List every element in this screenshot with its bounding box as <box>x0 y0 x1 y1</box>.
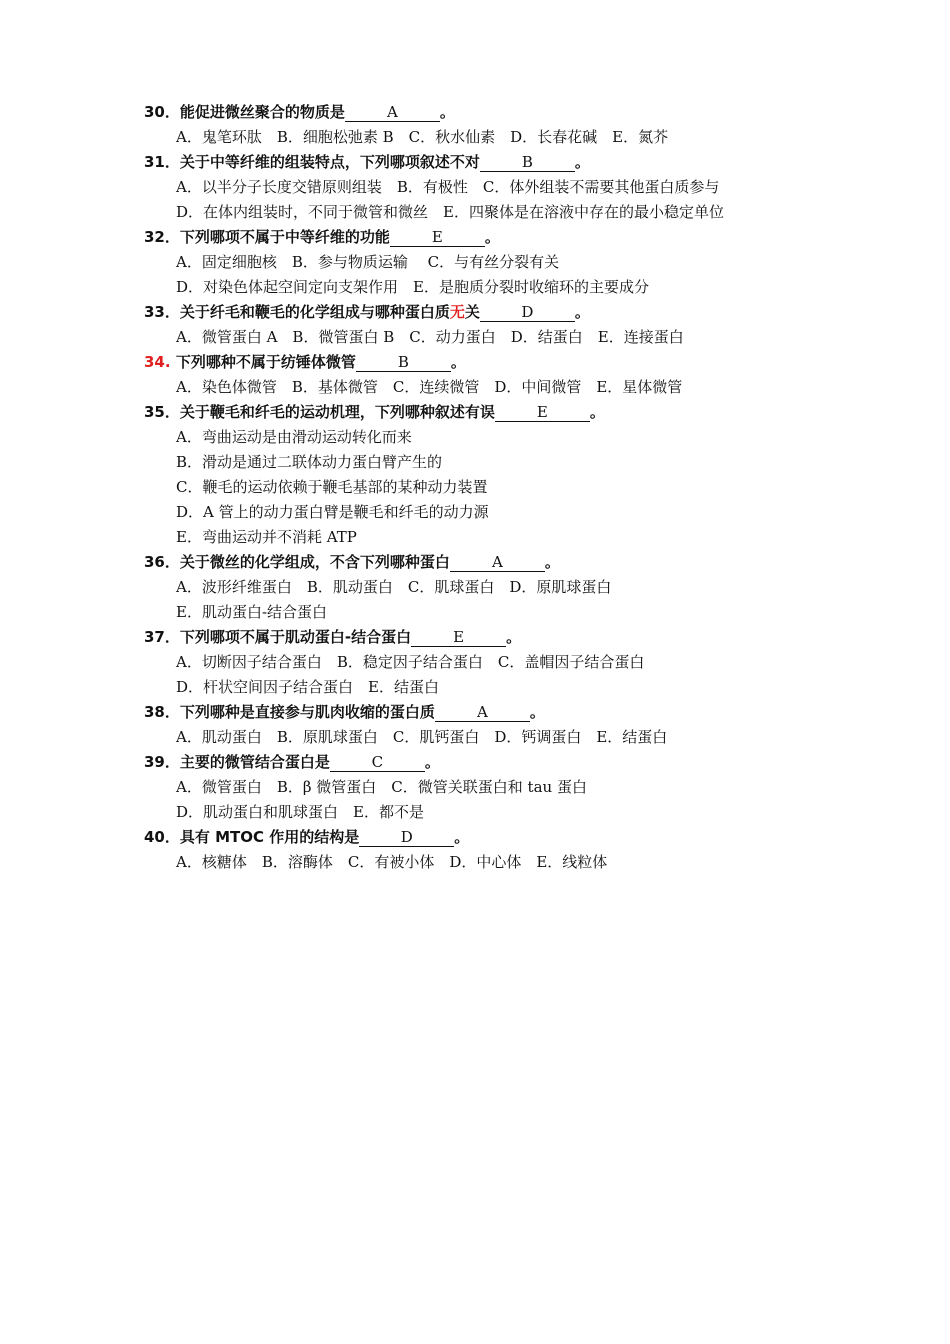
answer-blank: E <box>411 629 506 647</box>
question-number: 37． <box>144 628 180 646</box>
question-text: 关 <box>464 303 480 321</box>
option-line: A．鬼笔环肽 B．细胞松弛素 B C．秋水仙素 D．长春花碱 E．氮芥 <box>176 128 669 146</box>
question-end: 。 <box>439 103 455 121</box>
question-31 <box>144 150 804 225</box>
question-number: 36． <box>144 553 180 571</box>
option-line: A．微管蛋白 A B．微管蛋白 B C．动力蛋白 D．结蛋白 E．连接蛋白 <box>176 328 684 346</box>
answer-blank: E <box>495 404 590 422</box>
question-38 <box>144 700 804 750</box>
question-text: 下列哪项不属于中等纤维的功能 <box>179 228 390 246</box>
question-end: 。 <box>506 628 522 646</box>
question-34 <box>144 350 804 400</box>
question-stem <box>144 825 804 850</box>
question-text: 主要的微管结合蛋白是 <box>179 753 330 771</box>
answer-blank: B <box>480 154 575 172</box>
option-line: E．弯曲运动并不消耗 ATP <box>176 528 357 546</box>
option-line: A．切断因子结合蛋白 B．稳定因子结合蛋白 C．盖帽因子结合蛋白 <box>176 653 645 671</box>
question-stem <box>144 225 804 250</box>
question-35 <box>144 400 804 550</box>
question-stem <box>144 300 804 325</box>
option-line: E．肌动蛋白-结合蛋白 <box>176 603 328 621</box>
option-line: B．滑动是通过二联体动力蛋白臂产生的 <box>176 453 443 471</box>
question-number: 40． <box>144 828 180 846</box>
option-line: A．核糖体 B．溶酶体 C．有被小体 D．中心体 E．线粒体 <box>176 853 608 871</box>
question-stem <box>144 400 804 425</box>
question-end: 。 <box>544 553 560 571</box>
question-list <box>144 100 804 875</box>
question-text: 下列哪种不属于纺锤体微管 <box>175 353 356 371</box>
question-stem <box>144 625 804 650</box>
question-number: 34. <box>144 353 171 371</box>
answer-blank: A <box>345 104 440 122</box>
option-line: A．染色体微管 B．基体微管 C．连续微管 D．中间微管 E．星体微管 <box>176 378 683 396</box>
answer-blank: A <box>435 704 530 722</box>
option-line: A．波形纤维蛋白 B．肌动蛋白 C．肌球蛋白 D．原肌球蛋白 <box>176 578 612 596</box>
question-end: 。 <box>450 353 466 371</box>
option-line: A．肌动蛋白 B．原肌球蛋白 C．肌钙蛋白 D．钙调蛋白 E．结蛋白 <box>176 728 668 746</box>
question-number: 35． <box>144 403 180 421</box>
option-line: A．微管蛋白 B．β 微管蛋白 C．微管关联蛋白和 tau 蛋白 <box>176 778 587 796</box>
question-stem <box>144 350 804 375</box>
question-end: 。 <box>484 228 500 246</box>
question-number: 39． <box>144 753 180 771</box>
option-line: D．A 管上的动力蛋白臂是鞭毛和纤毛的动力源 <box>176 503 489 521</box>
answer-blank: D <box>359 829 454 847</box>
question-text: 能促进微丝聚合的物质是 <box>179 103 345 121</box>
question-end: 。 <box>529 703 545 721</box>
question-number: 38． <box>144 703 180 721</box>
question-number: 32． <box>144 228 180 246</box>
question-36 <box>144 550 804 625</box>
question-32 <box>144 225 804 300</box>
question-39 <box>144 750 804 825</box>
question-text: 关于微丝的化学组成，不含下列哪种蛋白 <box>179 553 450 571</box>
question-end: 。 <box>454 828 470 846</box>
question-30 <box>144 100 804 150</box>
question-33 <box>144 300 804 350</box>
option-line: A．固定细胞核 B．参与物质运输 C．与有丝分裂有关 <box>176 253 560 271</box>
answer-blank: D <box>480 304 575 322</box>
answer-blank: E <box>390 229 485 247</box>
option-line: D．肌动蛋白和肌球蛋白 E．都不是 <box>176 803 424 821</box>
question-end: 。 <box>424 753 440 771</box>
option-line: C．鞭毛的运动依赖于鞭毛基部的某种动力装置 <box>176 478 488 496</box>
question-text-highlight: 无 <box>449 303 465 321</box>
question-end: 。 <box>589 403 605 421</box>
question-number: 31． <box>144 153 180 171</box>
option-line: D．在体内组装时，不同于微管和微丝 E．四聚体是在溶液中存在的最小稳定单位 <box>176 203 724 221</box>
question-text: 关于纤毛和鞭毛的化学组成与哪种蛋白质 <box>179 303 450 321</box>
question-text: 下列哪项不属于肌动蛋白-结合蛋白 <box>179 628 412 646</box>
option-line: D．杆状空间因子结合蛋白 E．结蛋白 <box>176 678 439 696</box>
option-line: A．弯曲运动是由滑动运动转化而来 <box>176 428 412 446</box>
question-stem <box>144 550 804 575</box>
question-text: 关于中等纤维的组装特点，下列哪项叙述不对 <box>179 153 480 171</box>
question-stem <box>144 100 804 125</box>
question-text: 关于鞭毛和纤毛的运动机理，下列哪种叙述有误 <box>179 403 495 421</box>
question-37 <box>144 625 804 700</box>
question-end: 。 <box>574 153 590 171</box>
question-stem <box>144 700 804 725</box>
question-end: 。 <box>574 303 590 321</box>
answer-blank: A <box>450 554 545 572</box>
question-stem <box>144 750 804 775</box>
option-line: D．对染色体起空间定向支架作用 E．是胞质分裂时收缩环的主要成分 <box>176 278 649 296</box>
question-number: 30． <box>144 103 180 121</box>
answer-blank: B <box>356 354 451 372</box>
question-stem <box>144 150 804 175</box>
question-number: 33． <box>144 303 180 321</box>
question-text: 具有 MTOC 作用的结构是 <box>179 828 360 846</box>
question-text: 下列哪种是直接参与肌肉收缩的蛋白质 <box>179 703 435 721</box>
question-40 <box>144 825 804 875</box>
answer-blank: C <box>330 754 425 772</box>
option-line: A．以半分子长度交错原则组装 B．有极性 C．体外组装不需要其他蛋白质参与 <box>176 178 720 196</box>
